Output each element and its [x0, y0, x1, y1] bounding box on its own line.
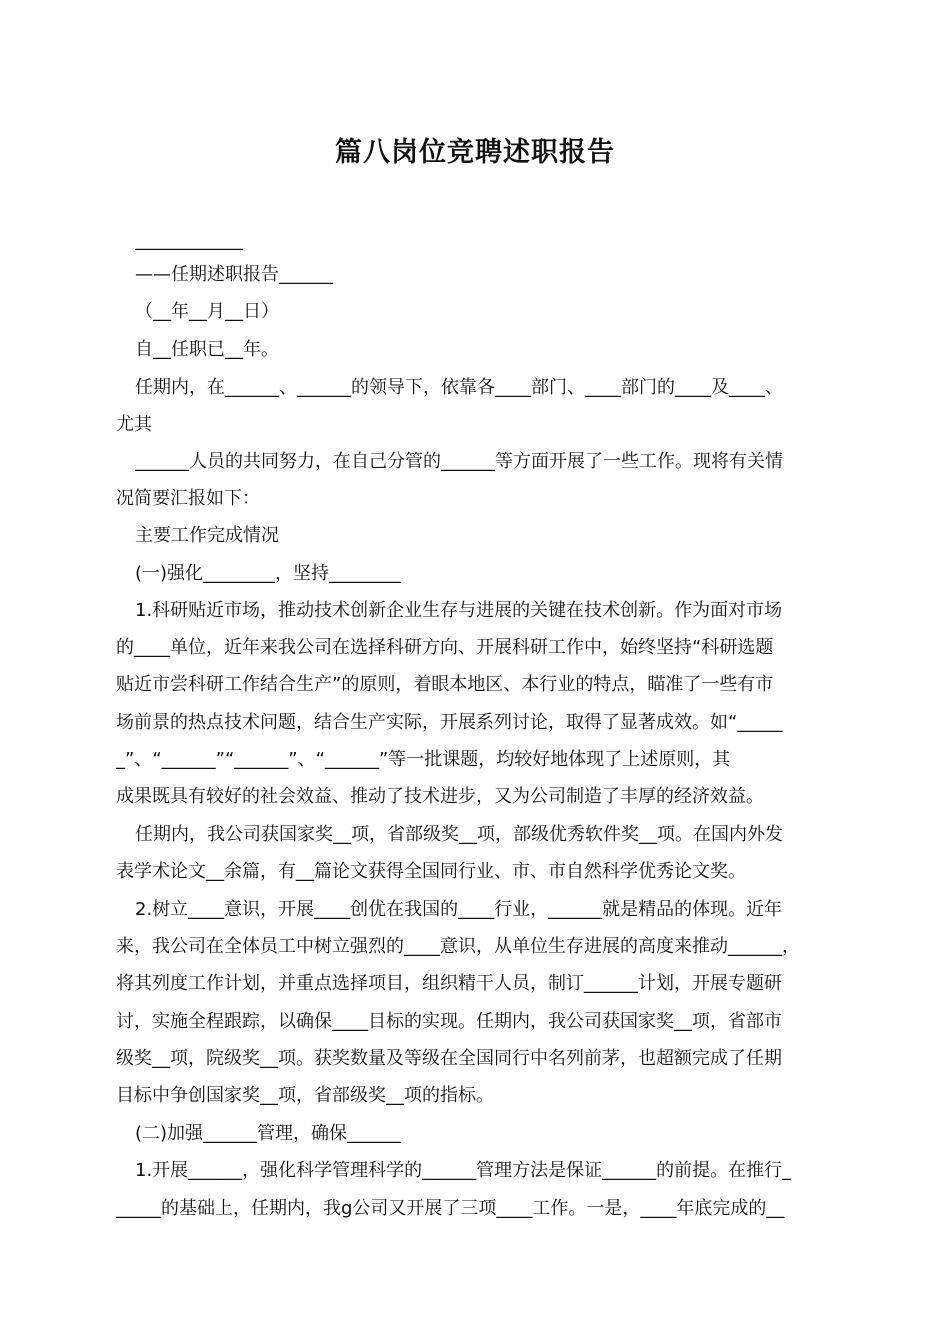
text-line: 尤其	[116, 414, 152, 435]
text-line: _”、“______”“______”、“______”等一批课题，均较好地体现了上述原则，其	[116, 749, 731, 770]
text-line: 贴近市尝科研工作结合生产”的原则，着眼本地区、本行业的特点，瞄准了一些有市	[116, 674, 774, 695]
text-line: ______人员的共同努力，在自己分管的______等方面开展了一些工作。现将有关情	[135, 451, 783, 472]
text-line: 的____单位，近年来我公司在选择科研方向、开展科研工作中，始终坚持“科研选题	[116, 637, 774, 658]
text-line: 成果既具有较好的社会效益、推动了技术进步，又为公司制造了丰厚的经济效益。	[116, 786, 764, 807]
text-line: 讨，实施全程跟踪，以确保____目标的实现。任期内，我公司获国家奖__项，省部市	[116, 1011, 782, 1032]
subtitle-line: ——任期述职报告______	[135, 264, 333, 285]
text-line: 1.科研贴近市场，推动技术创新企业生存与进展的关键在技术创新。作为面对市场	[135, 600, 783, 621]
section-heading: 主要工作完成情况	[135, 525, 279, 546]
text-line: 任期内，在______、______的领导下，依靠各____部门、____部门的____及____、	[135, 377, 783, 398]
subsection-heading: (一)强化________，坚持________	[135, 563, 402, 584]
blank-line: ____________	[135, 230, 243, 251]
text-line: 任期内，我公司获国家奖__项，省部级奖__项，部级优秀软件奖__项。在国内外发	[135, 824, 783, 845]
text-line: 自__任职已__年。	[135, 339, 279, 360]
text-line: 目标中争创国家奖__项，省部级奖__项的指标。	[116, 1085, 494, 1106]
text-line: 况简要汇报如下：	[116, 488, 260, 509]
text-line: 将其列度工作计划，并重点选择项目，组织精干人员，制订______计划，开展专题研	[116, 973, 782, 994]
text-line: 场前景的热点技术问题，结合生产实际，开展系列讨论，取得了显著成效。如“_____	[116, 712, 783, 733]
date-line: （__年__月__日）	[135, 301, 279, 322]
text-line: 表学术论文__余篇，有__篇论文获得全国同行业、市、市自然科学优秀论文奖。	[116, 861, 746, 882]
document-title: 篇八岗位竞聘述职报告	[335, 137, 615, 168]
text-line: 2.树立____意识，开展____创优在我国的____行业，______就是精品的体现。近年	[135, 899, 783, 920]
text-line: 1.开展______，强化科学管理科学的______管理方法是保证______的前提。在推行_	[135, 1160, 792, 1181]
subsection-heading: (二)加强______管理，确保______	[135, 1123, 402, 1144]
text-line: 级奖__项，院级奖__项。获奖数量及等级在全国同行中名列前茅，也超额完成了任期	[116, 1048, 782, 1069]
text-line: 来，我公司在全体员工中树立强烈的____意识，从单位生存进展的高度来推动______，	[116, 936, 800, 957]
text-line: _____的基础上，任期内，我g公司又开展了三项____工作。一是，____年底完成的__	[116, 1198, 785, 1219]
